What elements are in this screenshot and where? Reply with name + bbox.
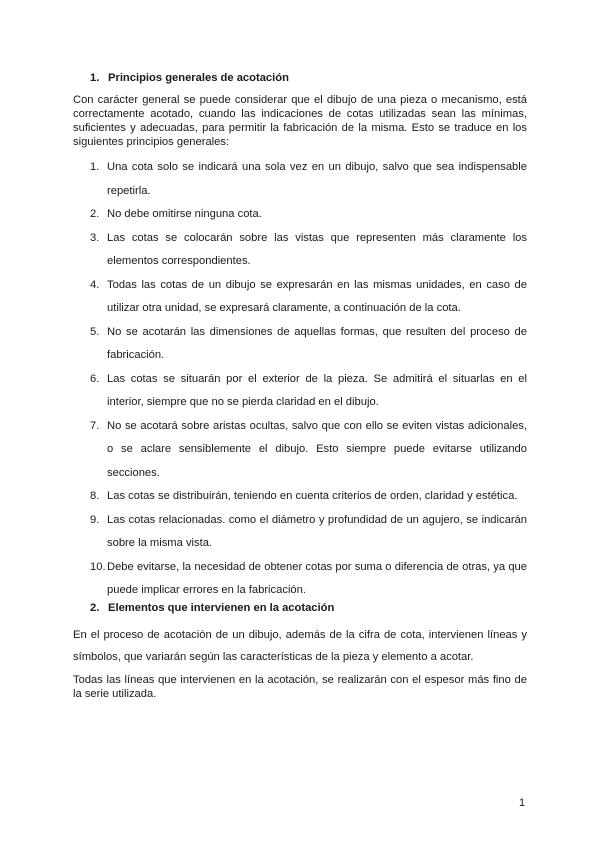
list-item-number: 9. [90, 513, 100, 526]
list-item [90, 415, 527, 486]
list-item [90, 368, 527, 415]
list-item-text: No debe omitirse ninguna cota. [107, 208, 262, 220]
list-item [90, 556, 527, 603]
list-item-text: Una cota solo se indicará una sola vez en un dibujo, salvo que sea indispensable repetirla. [107, 161, 527, 197]
list-item-text: Las cotas se distribuirán, teniendo en cuenta criterios de orden, claridad y estética. [107, 490, 518, 502]
list-item-number: 5. [90, 325, 100, 338]
list-item [90, 203, 527, 227]
list-item-text: No se acotará sobre aristas ocultas, salvo que con ello se eviten vistas adicionales, o se aclare sensiblemente el dibujo. Esto siempre puede evitarse utilizando secciones. [107, 419, 527, 479]
list-item-text: Todas las cotas de un dibujo se expresarán en las mismas unidades, en caso de utilizar otra unidad, se expresará claramente, a continuación de la cota. [107, 278, 527, 314]
section-2-paragraph-1: En el proceso de acotación de un dibujo, además de la cifra de cota, intervienen líneas y símbolos, que variarán según las características de la pieza y elemento a acotar. [73, 629, 527, 663]
list-item [90, 274, 527, 321]
list-item [90, 509, 527, 556]
list-item-text: Las cotas se situarán por el exterior de la pieza. Se admitirá el situarlas en el interior, siempre que no se pierda claridad en el dibujo. [107, 372, 527, 408]
section-2-paragraph-2: Todas las líneas que intervienen en la acotación, se realizarán con el espesor más fino de la serie utilizada. [73, 674, 527, 700]
list-item [90, 485, 527, 509]
section-2-heading [90, 602, 334, 614]
section-2-number: 2. [90, 602, 100, 614]
list-item-text: No se acotarán las dimensiones de aquellas formas, que resulten del proceso de fabricación. [107, 325, 527, 361]
list-item-text: Las cotas relacionadas. como el diámetro y profundidad de un agujero, se indicarán sobre la misma vista. [107, 513, 527, 549]
section-2-title: Elementos que intervienen en la acotación [108, 602, 335, 614]
list-item-text: Las cotas se colocarán sobre las vistas que representen más claramente los elementos correspondientes. [107, 231, 527, 267]
section-1-number: 1. [90, 72, 100, 84]
list-item-number: 4. [90, 278, 100, 291]
list-item-number: 1. [90, 161, 100, 173]
list-item [90, 156, 527, 203]
list-item-number: 2. [90, 208, 100, 220]
list-item-number: 3. [90, 231, 100, 244]
list-item-text: Debe evitarse, la necesidad de obtener cotas por suma o diferencia de otras, ya que puede implicar errores en la fabricación. [107, 560, 527, 596]
list-item-number: 8. [90, 490, 100, 502]
list-item [90, 227, 527, 274]
list-item-number: 7. [90, 419, 100, 432]
section-1-intro: Con carácter general se puede considerar que el dibujo de una pieza o mecanismo, está correctamente acotado, cuando las indicaciones de cotas utilizadas sean las mínimas, suficientes y adecuadas, para permitir la fabricación de la misma. Esto se traduce en los siguientes principios generales: [73, 94, 527, 148]
section-1-title: Principios generales de acotación [108, 72, 289, 84]
principles-list [90, 156, 527, 603]
list-item [90, 321, 527, 368]
list-item-number: 10. [90, 560, 106, 573]
section-1-heading [90, 72, 289, 84]
page-number: 1 [519, 797, 526, 809]
list-item-number: 6. [90, 372, 100, 385]
